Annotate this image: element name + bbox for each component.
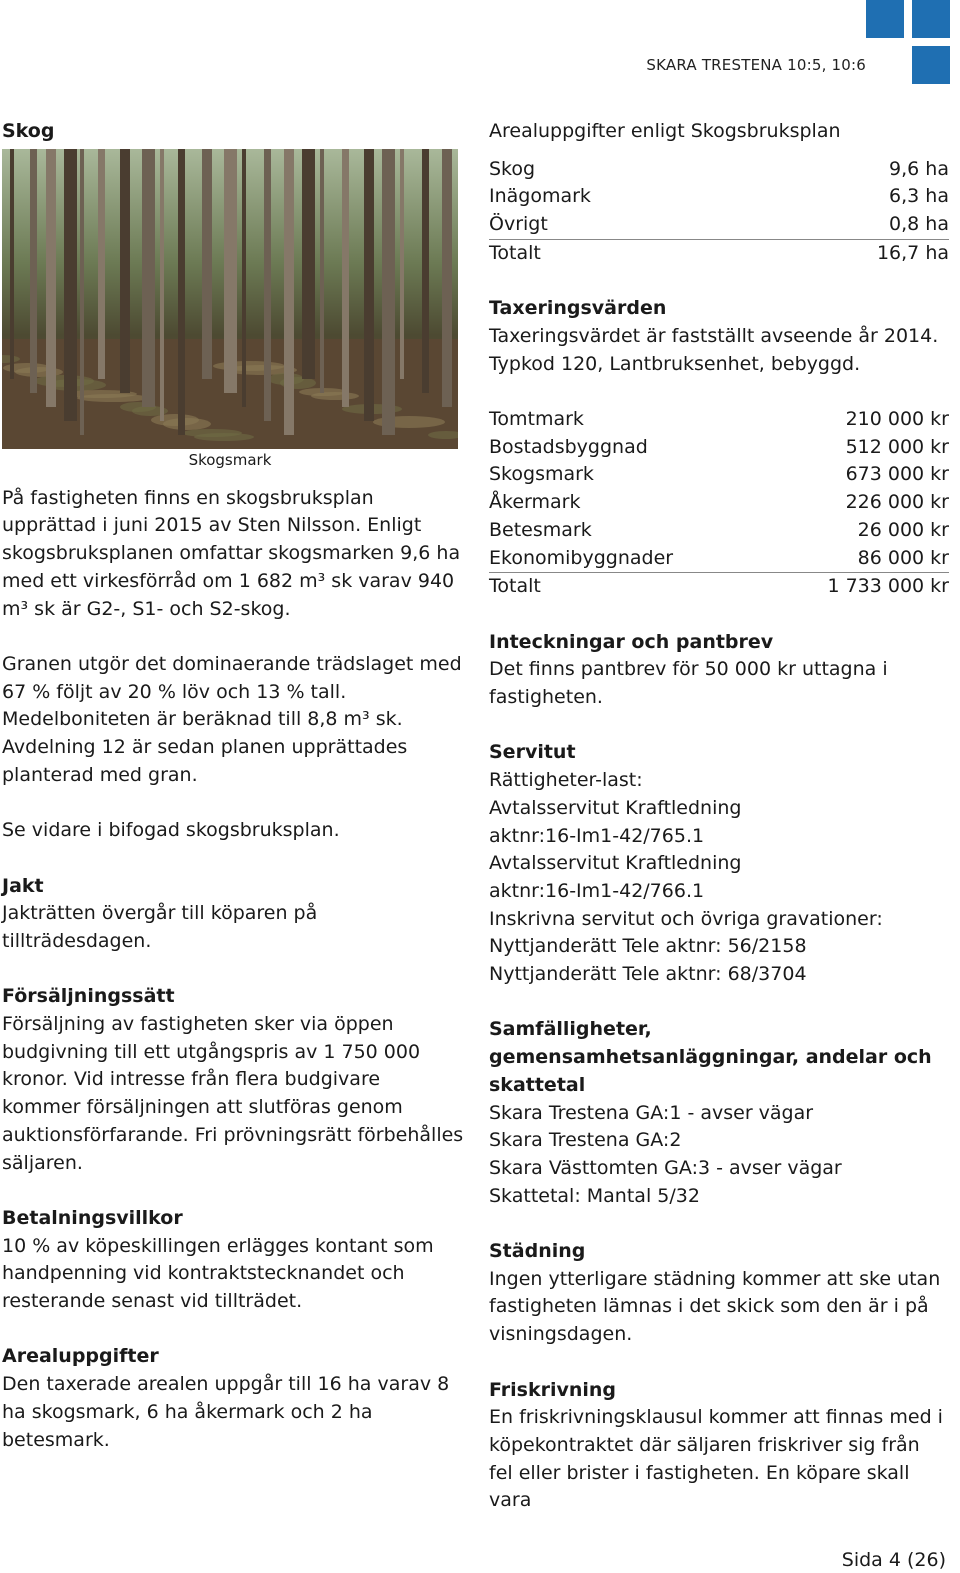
forsaljning-text: Försäljning av fastigheten sker via öppen budgivning till ett utgångspris av 1 750 000 kronor. Vid intresse från flera budgivare kommer försäljningen att slutföras genom auktionsförfarande. Fri prövningsrätt förbehålles säljaren. <box>2 1013 464 1174</box>
row-value: 86 000 kr <box>857 546 949 569</box>
row-label: Tomtmark <box>489 408 584 430</box>
row-label: Ekonomibyggnader <box>489 546 674 569</box>
table-row <box>489 489 949 517</box>
row-label: Bostadsbyggnad <box>489 435 648 458</box>
table-row <box>489 434 949 462</box>
logo <box>866 0 952 86</box>
skog-paragraph: På fastigheten finns en skogsbruksplan upprättad i juni 2015 av Sten Nilsson. Enligt skogsbruksplanen omfattar skogsmarken 9,6 ha med ett virkesförråd om 1 682 m³ sk varav 940 m³ sk är G2-, S1- och S2-skog. <box>2 486 461 620</box>
areal-table <box>489 156 949 268</box>
row-label: Totalt <box>489 241 541 264</box>
row-value: 0,8 ha <box>889 213 949 236</box>
areal-table-heading: Arealuppgifter enligt Skogsbruksplan <box>489 120 841 142</box>
friskrivning-text: En friskrivningsklausul kommer att finnas med i köpekontraktet där säljaren friskriver sig från fel eller brister i fastigheten. En köpare skall vara <box>489 1406 943 1512</box>
row-value: 16,7 ha <box>876 241 949 264</box>
friskrivning-heading: Friskrivning <box>489 1378 617 1401</box>
betalning-text: 10 % av köpeskillingen erlägges kontant som handpenning vid kontraktstecknandet och resterande senast vid tillträdet. <box>2 1234 434 1313</box>
page-number: Sida 4 (26) <box>841 1549 946 1571</box>
servitut-line: Avtalsservitut Kraftledning <box>489 852 742 875</box>
inteckningar-heading: Inteckningar och pantbrev <box>489 630 774 653</box>
logo-square <box>912 46 950 84</box>
jakt-heading: Jakt <box>2 874 44 897</box>
stadning-text: Ingen ytterligare städning kommer att ske utan fastigheten lämnas i det skick som den är i på visningsdagen. <box>489 1267 941 1346</box>
left-column <box>2 118 464 1454</box>
servitut-line: Avtalsservitut Kraftledning <box>489 796 742 819</box>
row-label: Övrigt <box>489 213 548 236</box>
servitut-line: Inskrivna servitut och övriga gravationer: <box>489 907 883 930</box>
row-value: 673 000 kr <box>845 463 949 486</box>
servitut-line: Rättigheter-last: <box>489 769 643 792</box>
areal-text: Den taxerade arealen uppgår till 16 ha varav 8 ha skogsmark, 6 ha åkermark och 2 ha betesmark. <box>2 1373 450 1451</box>
tax-text: Taxeringsvärdet är fastställt avseende år 2014. Typkod 120, Lantbruksenhet, bebyggd. <box>489 324 939 375</box>
row-label: Skogsmark <box>489 463 594 486</box>
jakt-text: Jakträtten övergår till köparen på tillträdesdagen. <box>2 902 318 952</box>
document-header: SKARA TRESTENA 10:5, 10:6 <box>646 56 866 74</box>
servitut-heading: Servitut <box>489 741 576 764</box>
samfalligheter-line: Skattetal: Mantal 5/32 <box>489 1184 700 1207</box>
row-value: 9,6 ha <box>889 157 949 180</box>
table-total-row <box>489 239 949 268</box>
stadning-heading: Städning <box>489 1240 586 1263</box>
inteckningar-text: Det finns pantbrev för 50 000 kr uttagna i fastigheten. <box>489 658 888 709</box>
table-row <box>489 545 949 573</box>
skog-heading: Skog <box>2 120 55 142</box>
row-label: Inägomark <box>489 185 591 208</box>
servitut-line: aktnr:16-Im1-42/766.1 <box>489 879 705 902</box>
row-label: Åkermark <box>489 491 581 514</box>
table-row <box>489 183 949 211</box>
samfalligheter-line: Skara Trestena GA:2 <box>489 1129 682 1152</box>
forest-photo <box>2 149 458 449</box>
row-value: 6,3 ha <box>889 185 949 208</box>
forsaljning-heading: Försäljningssätt <box>2 985 175 1008</box>
row-value: 210 000 kr <box>845 408 949 430</box>
row-value: 226 000 kr <box>845 491 949 514</box>
table-row <box>489 461 949 489</box>
servitut-line: Nyttjanderätt Tele aktnr: 68/3704 <box>489 963 807 986</box>
table-row <box>489 211 949 239</box>
row-label: Totalt <box>489 575 541 598</box>
logo-square <box>912 0 950 38</box>
row-label: Betesmark <box>489 518 592 541</box>
tax-table <box>489 406 949 601</box>
betalning-heading: Betalningsvillkor <box>2 1206 183 1229</box>
row-value: 26 000 kr <box>857 518 949 541</box>
skog-paragraph: Granen utgör det dominaerande trädslaget med 67 % följt av 20 % löv och 13 % tall. Medelboniteten är beräknad till 8,8 m³ sk. Avdelning 12 är sedan planen upprättades planterad med gran. <box>2 652 462 786</box>
samfalligheter-line: Skara Trestena GA:1 - avser vägar <box>489 1101 814 1124</box>
tax-heading: Taxeringsvärden <box>489 297 667 320</box>
areal-heading: Arealuppgifter <box>2 1345 159 1368</box>
row-value: 512 000 kr <box>845 435 949 458</box>
table-total-row <box>489 572 949 601</box>
right-column <box>489 118 949 1515</box>
row-value: 1 733 000 kr <box>827 575 949 598</box>
samfalligheter-heading: Samfälligheter, gemensamhetsanläggningar, andelar och skattetal <box>489 1018 932 1096</box>
table-row <box>489 156 949 184</box>
samfalligheter-line: Skara Västtomten GA:3 - avser vägar <box>489 1156 842 1179</box>
logo-square <box>866 0 904 38</box>
table-row <box>489 406 949 434</box>
table-row <box>489 517 949 545</box>
skog-paragraph: Se vidare i bifogad skogsbruksplan. <box>2 819 340 842</box>
row-label: Skog <box>489 157 536 180</box>
photo-caption: Skogsmark <box>188 450 272 469</box>
servitut-line: aktnr:16-Im1-42/765.1 <box>489 824 705 847</box>
servitut-line: Nyttjanderätt Tele aktnr: 56/2158 <box>489 935 807 958</box>
